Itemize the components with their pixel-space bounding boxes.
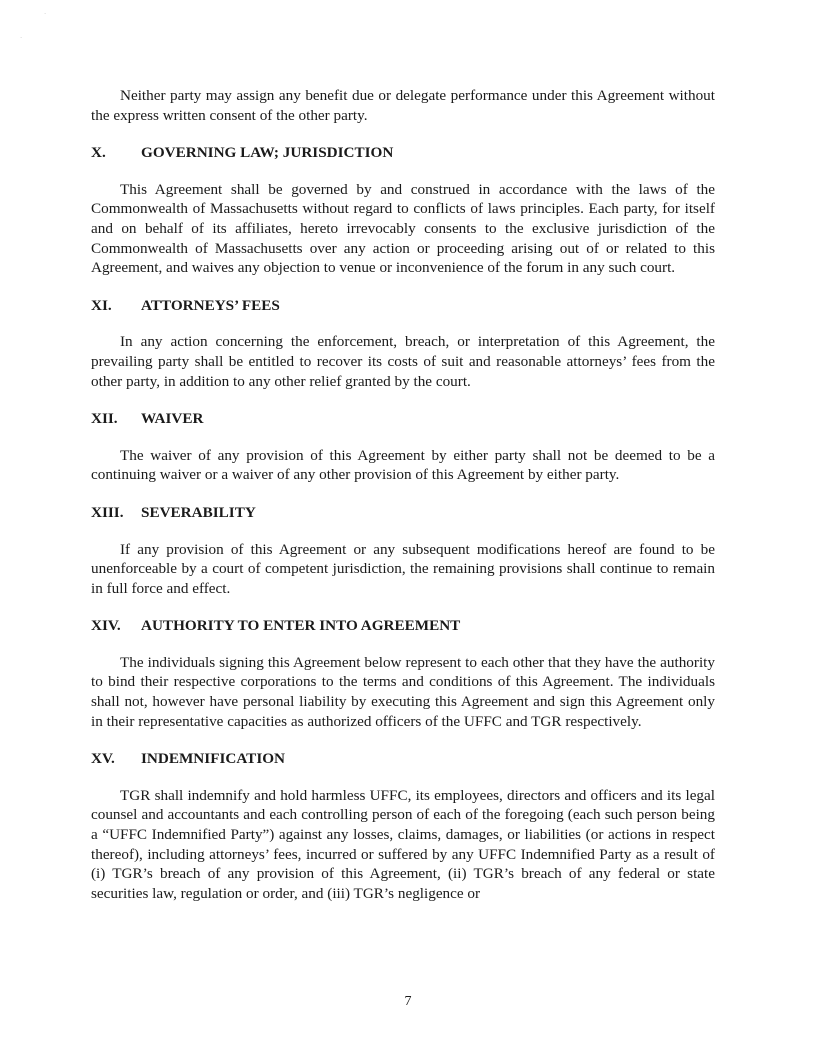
section-body-attorneys-fees: In any action concerning the enforcement, breach, or interpretation of this Agreement, the prevailing party shall be entitled to recover its costs of suit and reasonable attorneys’ fees from the other party, in addition to any other relief granted by the court. xyxy=(91,333,715,390)
document-page xyxy=(91,86,715,903)
section-title: GOVERNING LAW; JURISDICTION xyxy=(141,144,394,162)
section-heading-attorneys-fees xyxy=(91,296,715,316)
section-heading-indemnification xyxy=(91,749,715,769)
section-number: XIV. xyxy=(91,617,121,635)
section-body-severability: If any provision of this Agreement or any subsequent modifications hereof are found to be unenforceable by a court of competent jurisdiction, the remaining provisions shall continue to remain in full force and effect. xyxy=(91,540,715,597)
section-heading-governing-law xyxy=(91,143,715,163)
section-body-governing-law: This Agreement shall be governed by and construed in accordance with the laws of the Commonwealth of Massachusetts without regard to conflicts of laws principles. Each party, for itself and on behalf of its affiliates, hereto irrevocably consents to the exclusive jurisdiction of the Commonwealth of Massachusetts over any action or proceeding arising out of or related to this Agreement, and waives any objection to venue or inconvenience of the forum in any such court. xyxy=(91,180,715,277)
page-number: 7 xyxy=(404,994,412,1009)
section-number: XV. xyxy=(91,750,115,768)
section-heading-authority xyxy=(91,616,715,636)
scan-mark-top: · xyxy=(44,10,47,18)
scan-mark-left: · xyxy=(20,34,23,42)
section-number: X. xyxy=(91,144,106,162)
section-title: ATTORNEYS’ FEES xyxy=(141,296,280,314)
section-body-authority: The individuals signing this Agreement below represent to each other that they have the authority to bind their respective corporations to the terms and conditions of this Agreement. The individuals shall not, however have personal liability by executing this Agreement and sign this Agreement only in their representative capacities as authorized officers of the UFFC and TGR respectively. xyxy=(91,653,715,730)
section-title: INDEMNIFICATION xyxy=(141,750,286,768)
section-heading-waiver xyxy=(91,409,715,429)
section-number: XIII. xyxy=(91,503,124,521)
section-title: AUTHORITY TO ENTER INTO AGREEMENT xyxy=(141,617,461,635)
section-heading-severability xyxy=(91,503,715,523)
section-number: XII. xyxy=(91,410,118,428)
section-body-waiver: The waiver of any provision of this Agreement by either party shall not be deemed to be a continuing waiver or a waiver of any other provision of this Agreement by either party. xyxy=(91,446,715,484)
section-number: XI. xyxy=(91,296,112,314)
intro-paragraph: Neither party may assign any benefit due or delegate performance under this Agreement without the express written consent of the other party. xyxy=(91,87,715,124)
section-body-indemnification: TGR shall indemnify and hold harmless UFFC, its employees, directors and officers and its legal counsel and accountants and each controlling person of each of the foregoing (each such person being a “UFFC Indemnified Party”) against any losses, claims, damages, or liabilities (or actions in respect thereof), including attorneys’ fees, incurred or suffered by any UFFC Indemnified Party as a result of (i) TGR’s breach of any provision of this Agreement, (ii) TGR’s breach of any federal or state securities law, regulation or order, and (iii) TGR’s negligence or xyxy=(91,786,715,902)
section-title: WAIVER xyxy=(141,410,204,428)
section-title: SEVERABILITY xyxy=(141,503,256,521)
